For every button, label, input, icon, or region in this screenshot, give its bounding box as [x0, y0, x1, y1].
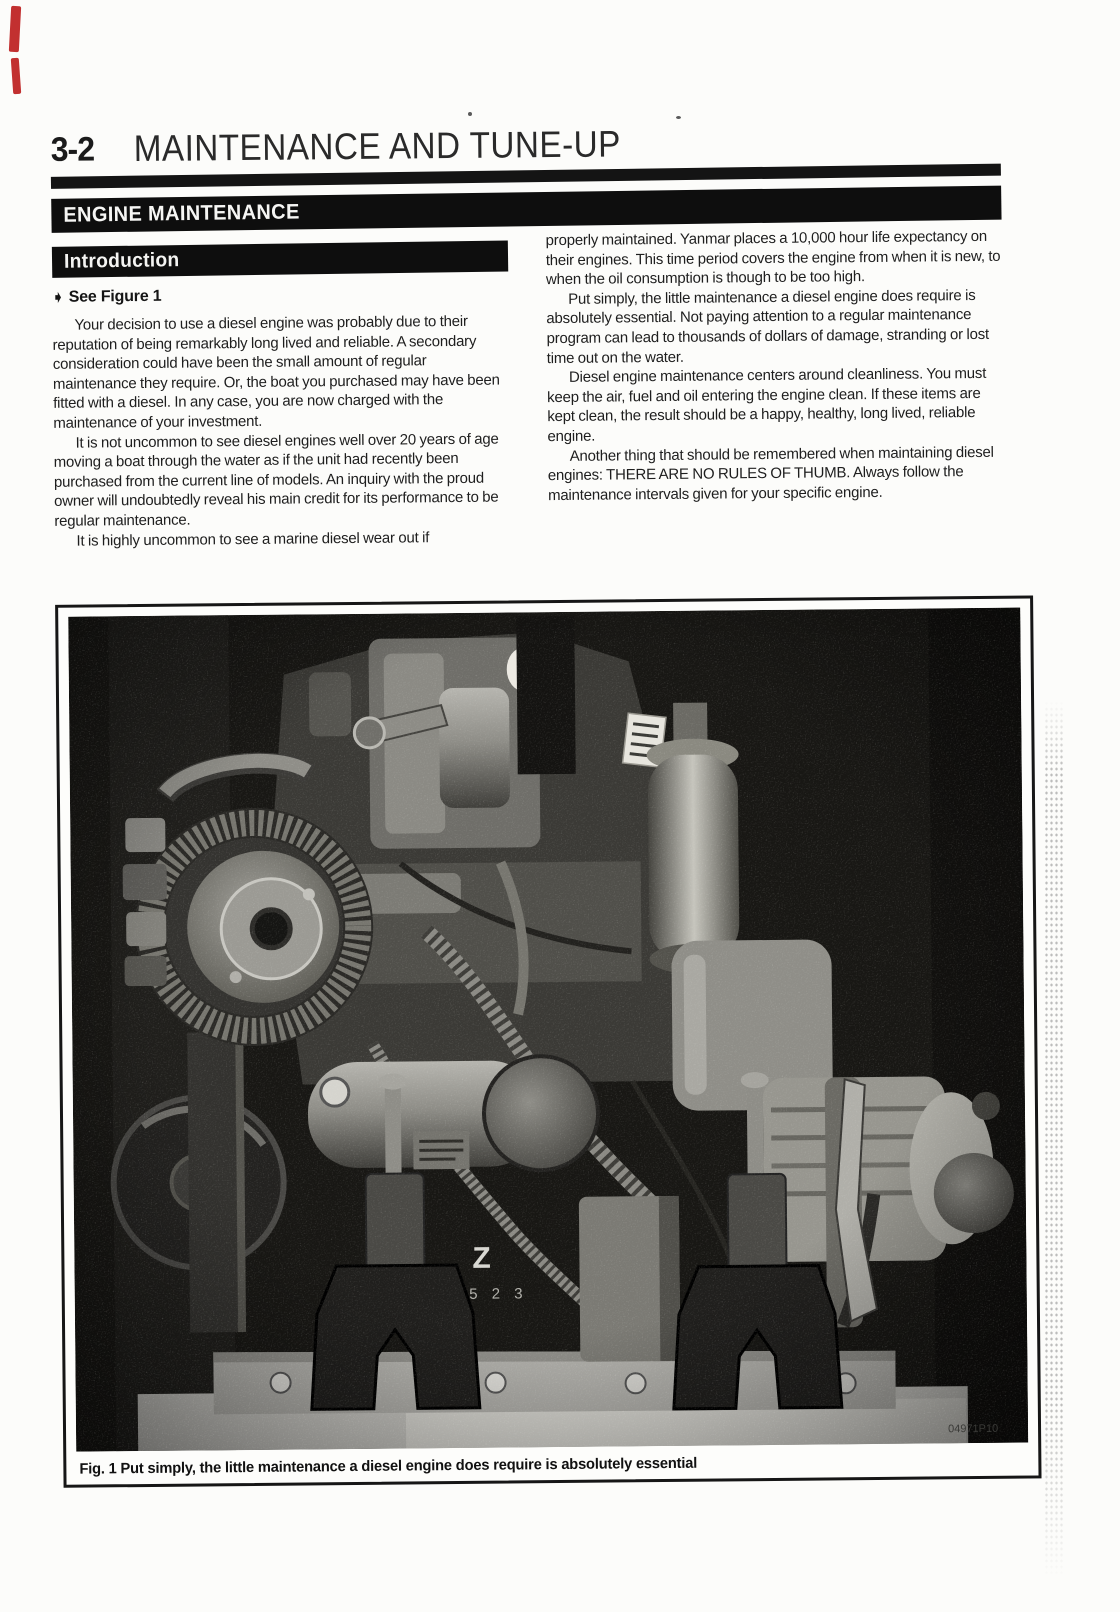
section-banner: [51, 186, 1001, 233]
subsection-title: Introduction: [63, 249, 180, 273]
chapter-title: MAINTENANCE AND TUNE-UP: [133, 123, 621, 170]
figure-caption: Fig. 1 Put simply, the little maintenance a diesel engine does require is absolutely essential: [79, 1454, 698, 1478]
body-column-right: [546, 227, 1008, 506]
body-paragraph: Your decision to use a diesel engine was probably due to their reputation of being remarkably long lived and reliable. A secondary consideration could have been the small amount of regular maintenance they require. Or, the boat you purchased may have been fitted with a diesel. In any case, you are now charged with the maintenance of your investment.: [52, 312, 500, 432]
subsection-banner: [52, 240, 508, 277]
see-figure-label: See Figure 1: [68, 287, 162, 306]
body-paragraph: properly maintained. Yanmar places a 10,000 hour life expectancy on their engines. This time period covers the engine from when it is new, to when the oil consumption is though to be too high.: [545, 227, 1001, 289]
figure-1-box: [55, 595, 1041, 1487]
body-paragraph: Another thing that should be remembered when maintaining diesel engines: THERE ARE NO RULES OF THUMB. Always follow the maintenance intervals given for your specific engine.: [547, 443, 994, 504]
body-paragraph: Diesel engine maintenance centers around cleanliness. You must keep the air, fuel and oil entering the engine clean. If these items are kept clean, the result should be a happy, healthy, long lived, reliable engine.: [547, 365, 987, 446]
body-paragraph: Put simply, the little maintenance a diesel engine does require is absolutely essential. Not paying attention to a regular maintenance program can lead to thousands of dollars of damage, stranding or lost time out on the water.: [546, 286, 990, 367]
see-figure-reference: [52, 288, 161, 307]
body-column-left: [52, 312, 507, 551]
page-number: 3-2: [50, 130, 95, 169]
section-title: ENGINE MAINTENANCE: [63, 200, 300, 227]
header-rule: [51, 164, 1001, 189]
pointer-arrow-icon: ➧: [52, 288, 64, 305]
body-paragraph: It is not uncommon to see diesel engines well over 20 years of age moving a boat through the water as if the unit had recently been purchased from the current line of models. An inquiry with the proud owner will undoubtedly reveal his main credit for its performance to be regular maintenance.: [53, 430, 499, 530]
body-paragraph: It is highly uncommon to see a marine diesel wear out if: [76, 528, 430, 550]
engine-photo: [68, 608, 1028, 1452]
photo-code: 04971P10: [948, 1422, 999, 1436]
